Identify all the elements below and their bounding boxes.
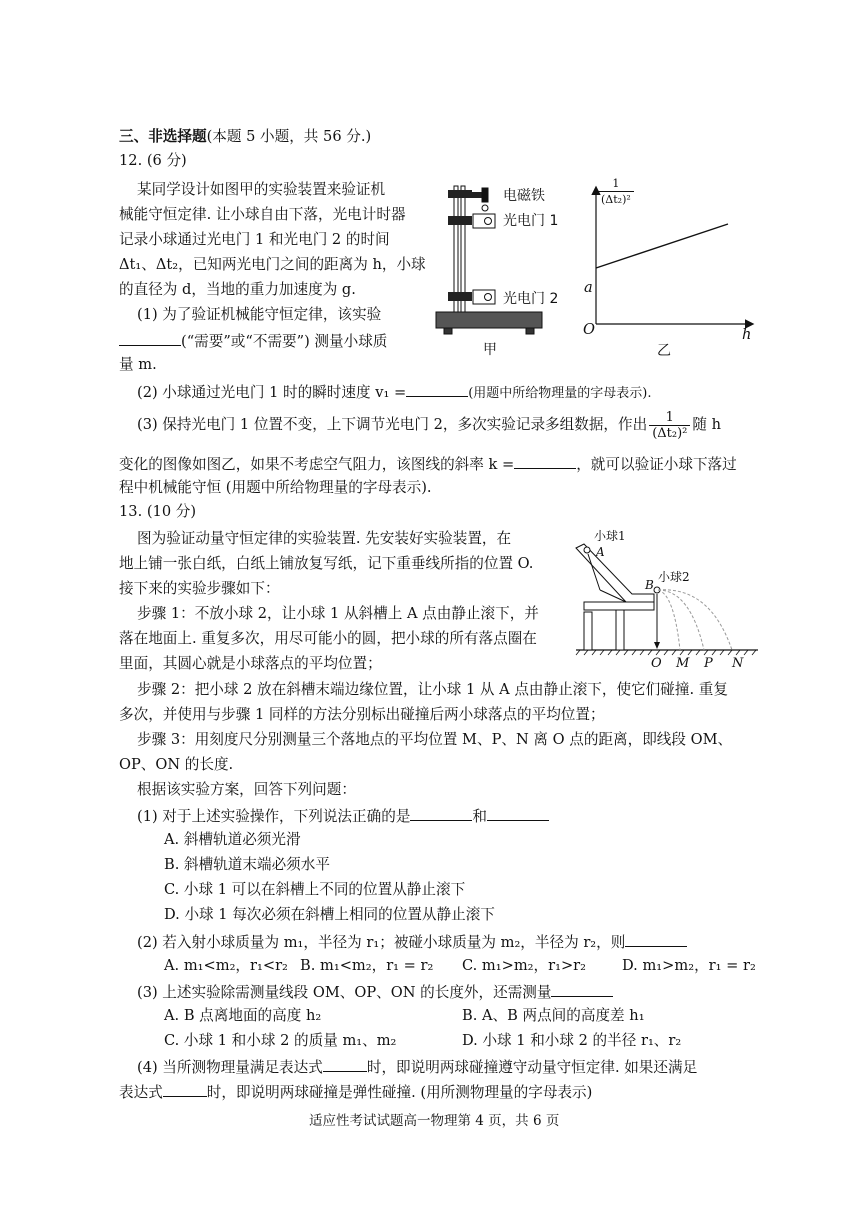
q12-part1-b: (“需要”或“不需要”) 测量小球质	[181, 333, 388, 350]
answer-blank[interactable]	[410, 806, 472, 821]
label-gate1: 光电门 1	[503, 213, 559, 229]
caption-yi: 乙	[657, 343, 671, 359]
caption-jia: 甲	[483, 342, 497, 358]
q12-part3-c: 变化的图像如图乙，如果不考虑空气阻力，该图线的斜率 k =	[119, 456, 515, 473]
q13-q2-option: D. m₁>m₂，r₁ = r₂	[622, 957, 756, 974]
q13-step3-line: OP、ON 的长度.	[119, 756, 234, 773]
q12-part3-a: (3) 保持光电门 1 位置不变，上下调节光电门 2，多次实验记录多组数据，作出	[137, 416, 648, 433]
q13-q2-option: A. m₁<m₂，r₁<r₂	[164, 957, 288, 974]
q13-step3-line: 步骤 3：用刻度尺分别测量三个落地点的平均位置 M、P、N 离 O 点的距离，即线段 OM、	[137, 731, 733, 748]
q13-q3-option: A. B 点离地面的高度 h₂	[164, 1007, 322, 1024]
answer-blank[interactable]	[406, 382, 468, 397]
q12-number: 12. (6 分)	[119, 152, 187, 169]
q13-q2-stem: (2) 若入射小球质量为 m₁，半径为 r₁；被碰小球质量为 m₂，半径为 r₂，则	[137, 934, 626, 951]
q12-part3-row	[137, 408, 721, 442]
q13-q3-row	[137, 982, 613, 1002]
q13-number: 13. (10 分)	[119, 503, 197, 520]
page-footer: 适应性考试试题高一物理第 4 页，共 6 页	[309, 1113, 560, 1129]
q13-q2-option: C. m₁>m₂，r₁>r₂	[462, 957, 587, 974]
table-leg	[616, 610, 624, 650]
answer-blank[interactable]	[551, 982, 613, 997]
fraction	[649, 410, 690, 441]
q12-part3-b: 随 h	[692, 416, 722, 433]
answer-blank[interactable]	[119, 331, 181, 346]
fraction	[598, 176, 634, 207]
label-B: B	[645, 578, 654, 592]
q13-step2-line: 步骤 2：把小球 2 放在斜槽末端边缘位置，让小球 1 从 A 点由静止滚下，使它们碰撞. 重复	[137, 681, 728, 698]
origin-label: O	[583, 321, 595, 338]
intercept-label: a	[584, 279, 593, 296]
q13-answer-intro: 根据该实验方案，回答下列问题：	[137, 781, 356, 798]
q12-intro-line: Δt₁、Δt₂，已知两光电门之间的距离为 h，小球	[119, 256, 426, 273]
section-note: (本题 5 小题，共 56 分.)	[206, 128, 372, 145]
q13-q1-stem-a: (1) 对于上述实验操作，下列说法正确的是	[137, 808, 411, 825]
q13-step2-line: 多次，并使用与步骤 1 同样的方法分别标出碰撞后两小球落点的平均位置；	[119, 706, 605, 723]
q13-q4-a: (4) 当所测物理量满足表达式	[137, 1059, 323, 1076]
trajectory-M	[658, 590, 680, 650]
q13-q1-option: A. 斜槽轨道必须光滑	[164, 831, 301, 848]
fraction-denominator: (Δt₂)²	[652, 425, 688, 441]
answer-blank[interactable]	[625, 932, 687, 947]
q12-part1-c: 量 m.	[119, 356, 157, 373]
stand-base	[436, 312, 542, 328]
q12-intro-line: 械能守恒定律. 让小球自由下落，光电计时器	[119, 206, 406, 223]
section-header	[119, 128, 371, 146]
q13-q1-option: C. 小球 1 可以在斜槽上不同的位置从静止滚下	[164, 881, 466, 898]
q12-part3-d: ，就可以验证小球下落过	[576, 456, 737, 473]
q13-q3-option: D. 小球 1 和小球 2 的半径 r₁、r₂	[462, 1032, 682, 1049]
q12-part1-b-row	[119, 331, 387, 351]
q13-q4-d: 时，即说明两球碰撞是弹性碰撞. (用所测物理量的字母表示)	[206, 1084, 593, 1101]
label-ball1: 小球1	[594, 529, 626, 543]
q13-step1-line: 落在地面上. 重复多次，用尽可能小的圆，把小球的所有落点圈在	[119, 630, 537, 647]
q13-q4-row	[137, 1057, 697, 1077]
q13-q1-option: D. 小球 1 每次必须在斜槽上相同的位置从静止滚下	[164, 906, 495, 923]
q13-q2-row	[137, 932, 687, 952]
q13-step1-line: 步骤 1：不放小球 2，让小球 1 从斜槽上 A 点由静止滚下，并	[137, 605, 539, 622]
fraction-denominator: (Δt₂)²	[601, 193, 631, 206]
q12-part1-a: (1) 为了验证机械能守恒定律，该实验	[137, 306, 382, 323]
fraction-numerator: 1	[598, 176, 634, 192]
q13-intro-line: 地上铺一张白纸，白纸上铺放复写纸，记下重垂线所指的位置 O.	[119, 555, 534, 572]
q13-q4-row2	[119, 1082, 592, 1102]
label-N: N	[732, 656, 744, 671]
table-top	[584, 602, 654, 610]
gate1-clamp	[448, 216, 472, 225]
q12-part2-b: (用题中所给物理量的字母表示).	[468, 386, 652, 401]
q13-q1-stem-b: 和	[472, 808, 488, 825]
answer-blank[interactable]	[487, 806, 549, 821]
q13-q2-option: B. m₁<m₂，r₁ = r₂	[300, 957, 434, 974]
q13-q4-c: 表达式	[119, 1084, 163, 1101]
trajectory-N	[658, 590, 732, 650]
label-ball2: 小球2	[658, 570, 690, 584]
label-gate2: 光电门 2	[503, 291, 559, 307]
ball1	[584, 547, 590, 553]
q12-part2-row	[137, 382, 651, 403]
gate2-clamp	[448, 292, 472, 301]
fraction-numerator: 1	[649, 410, 690, 426]
magnet-clamp	[448, 190, 472, 198]
q13-step1-line: 里面，其圆心就是小球落点的平均位置；	[119, 655, 382, 672]
q13-q3-option: B. A、B 两点间的高度差 h₁	[462, 1007, 645, 1024]
answer-blank[interactable]	[323, 1057, 367, 1072]
q12-intro-line: 某同学设计如图甲的实验装置来验证机	[137, 181, 386, 198]
label-M: M	[676, 656, 690, 671]
q12-part2-a: (2) 小球通过光电门 1 时的瞬时速度 v₁ =	[137, 384, 407, 401]
graph-line	[596, 224, 728, 268]
section-title: 三、非选择题	[119, 128, 207, 145]
q13-q1-row	[137, 806, 549, 826]
q12-intro-line: 记录小球通过光电门 1 和光电门 2 的时间	[119, 231, 390, 248]
x-axis-label: h	[742, 326, 752, 343]
q13-q4-b: 时，即说明两球碰撞遵守动量守恒定律. 如果还满足	[366, 1059, 698, 1076]
label-P: P	[704, 656, 713, 671]
answer-blank[interactable]	[514, 454, 576, 469]
y-axis-label	[598, 176, 634, 207]
label-A: A	[596, 545, 605, 559]
q13-q1-option: B. 斜槽轨道末端必须水平	[164, 856, 330, 873]
q13-intro-line: 图为验证动量守恒定律的实验装置. 先安装好实验装置，在	[137, 530, 512, 547]
q13-intro-line: 接下来的实验步骤如下：	[119, 580, 280, 597]
q12-part3-c-row	[119, 454, 737, 474]
q12-part3-e: 程中机械能守恒 (用题中所给物理量的字母表示).	[119, 479, 432, 496]
q12-intro-line: 的直径为 d，当地的重力加速度为 g.	[119, 281, 356, 298]
answer-blank[interactable]	[163, 1082, 207, 1097]
label-O: O	[651, 656, 662, 671]
label-magnet: 电磁铁	[503, 188, 545, 204]
q13-q3-stem: (3) 上述实验除需测量线段 OM、OP、ON 的长度外，还需测量	[137, 984, 552, 1001]
q13-q3-option: C. 小球 1 和小球 2 的质量 m₁、m₂	[164, 1032, 397, 1049]
